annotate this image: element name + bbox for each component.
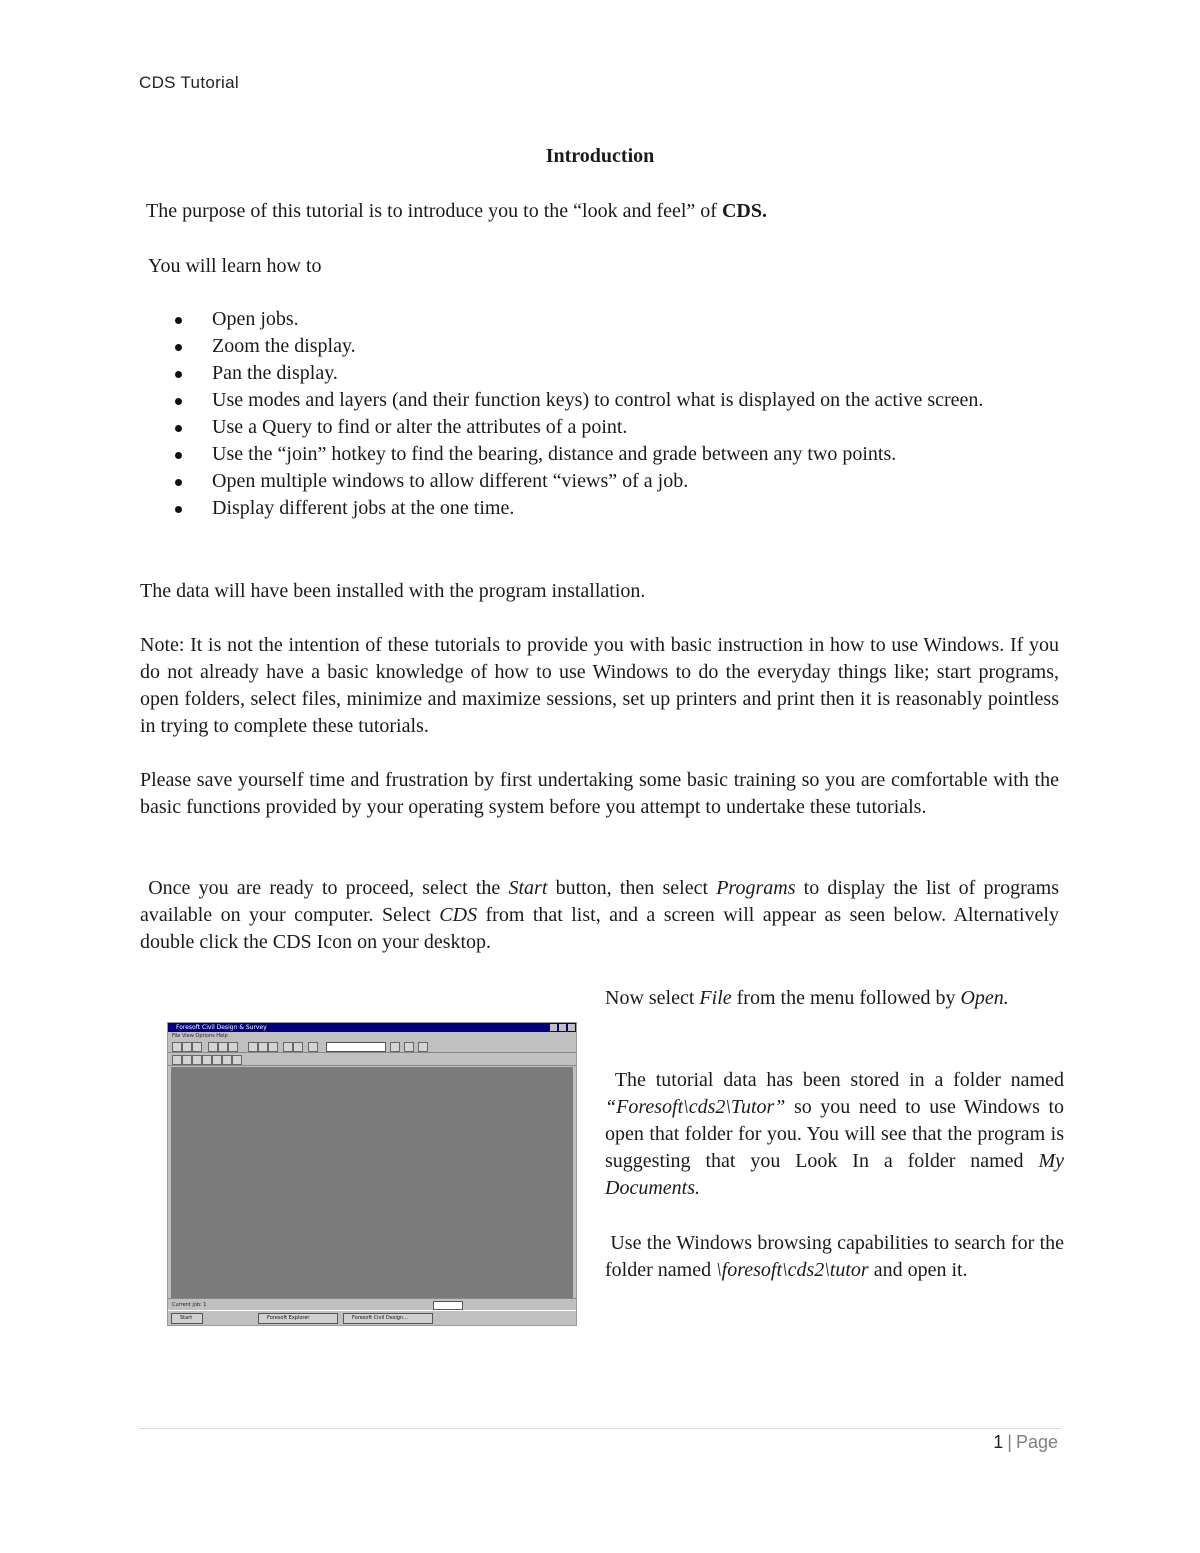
tool-icon [248,1042,258,1052]
open-term: Open. [960,987,1009,1009]
side2-text-2: so you need to use Windows to open that folder for you. You will see that the program is suggesting that you Look In a folder named [605,1096,1064,1172]
purpose-cds: CDS. [721,200,767,222]
side1-text-1: Now select [605,987,700,1009]
open-icon [182,1042,192,1052]
list-item: Use a Query to find or alter the attributes of a point. [140,414,1070,441]
open-file-paragraph [605,985,1064,1012]
screenshot-toolbar-2 [168,1053,576,1066]
tool-icon [172,1055,182,1065]
screenshot-menubar: File View Options Help [168,1032,576,1040]
screenshot-toolbar-1 [168,1040,576,1053]
proceed-text-4: from that list, and a screen will appear as seen below. Alternatively double click the CDS Icon on your desktop. [140,904,1059,953]
screenshot-combo-field [326,1042,386,1052]
tool-icon [308,1042,318,1052]
page-label: Page [1015,1432,1058,1452]
side2-text-1: The tutorial data has been stored in a folder named [614,1069,1064,1091]
list-item: Zoom the display. [140,333,1070,360]
proceed-paragraph [140,875,1059,956]
maximize-icon [559,1024,566,1031]
proceed-text-2: button, then select [547,877,717,899]
page-number: 1 [993,1432,1004,1452]
please-paragraph: Please save yourself time and frustration by first undertaking some basic training so you are comfortable with the basic functions provided by your operating system before you attempt to undertake these tutorials. [140,769,1059,818]
purpose-paragraph [146,198,767,225]
start-button: Start [171,1313,203,1324]
folder-path: \foresoft\cds2\tutor [716,1259,869,1281]
tool-icon [218,1042,228,1052]
tool-icon [222,1055,232,1065]
tool-icon [212,1055,222,1065]
tool-icon [202,1055,212,1065]
section-title: Introduction [545,145,655,167]
tool-icon [232,1055,242,1065]
tool-icon [283,1042,293,1052]
page-footer [993,1432,1058,1453]
learn-intro: You will learn how to [148,255,322,277]
page-header: CDS Tutorial [139,73,239,92]
programs-term: Programs [716,877,796,899]
cds-screenshot [167,1022,577,1326]
tool-icon [418,1042,428,1052]
taskbar-item: Foresoft Civil Design... [343,1313,433,1324]
list-item: Use the “join” hotkey to find the bearing, distance and grade between any two points. [140,441,1070,468]
browse-paragraph [605,1230,1064,1284]
tool-icon [182,1055,192,1065]
tool-icon [192,1055,202,1065]
screenshot-title: Foresoft Civil Design & Survey [176,1024,267,1031]
list-item: Pan the display. [140,360,1070,387]
start-term: Start [508,877,548,899]
tool-icon [208,1042,218,1052]
note-paragraph: Note: It is not the intention of these tutorials to provide you with basic instruction in how to use Windows. If you do not already have a basic knowledge of how to use Windows to do the everyday things like; start programs, open folders, select files, minimize and maximize sessions, set up printers and print then it is reasonably pointless in trying to complete these tutorials. [140,634,1059,737]
tool-icon [404,1042,414,1052]
taskbar-item: Foresoft Explorer [258,1313,338,1324]
installed-paragraph: The data will have been installed with the program installation. [140,580,646,602]
my-documents-term: My Documents. [605,1150,1064,1199]
side1-text-2: from the menu followed by [731,987,961,1009]
list-item: Display different jobs at the one time. [140,495,1070,522]
screenshot-titlebar [168,1023,576,1032]
proceed-text-1: Once you are ready to proceed, select the [148,877,509,899]
footer-divider [139,1428,1061,1429]
purpose-text: The purpose of this tutorial is to introduce you to the “look and feel” of [146,200,722,222]
side3-text-1: Use the Windows browsing capabilities to search for the folder named [605,1232,1065,1281]
tool-icon [268,1042,278,1052]
close-icon [568,1024,575,1031]
tool-icon [228,1042,238,1052]
file-term: File [699,987,732,1009]
list-item: Use modes and layers (and their function keys) to control what is displayed on the active screen. [140,387,1070,414]
tool-icon [293,1042,303,1052]
objectives-list [140,306,1070,522]
new-icon [172,1042,182,1052]
minimize-icon [550,1024,557,1031]
footer-separator: | [1007,1432,1012,1452]
screenshot-taskbar [168,1310,576,1325]
list-item: Open jobs. [140,306,1070,333]
proceed-text-3: to display the list of programs available on your computer. Select [140,877,1059,926]
screenshot-status-field [433,1301,463,1310]
screenshot-drawing-area [171,1067,573,1298]
tool-icon [258,1042,268,1052]
save-icon [192,1042,202,1052]
screenshot-status-text: Current job: 1 [172,1302,207,1308]
cds-term: CDS [439,904,478,926]
side3-text-2: and open it. [868,1259,968,1281]
tool-icon [390,1042,400,1052]
list-item: Open multiple windows to allow different “views” of a job. [140,468,1070,495]
tutorial-data-paragraph [605,1067,1064,1202]
folder-path: “Foresoft\cds2\Tutor” [605,1096,786,1118]
